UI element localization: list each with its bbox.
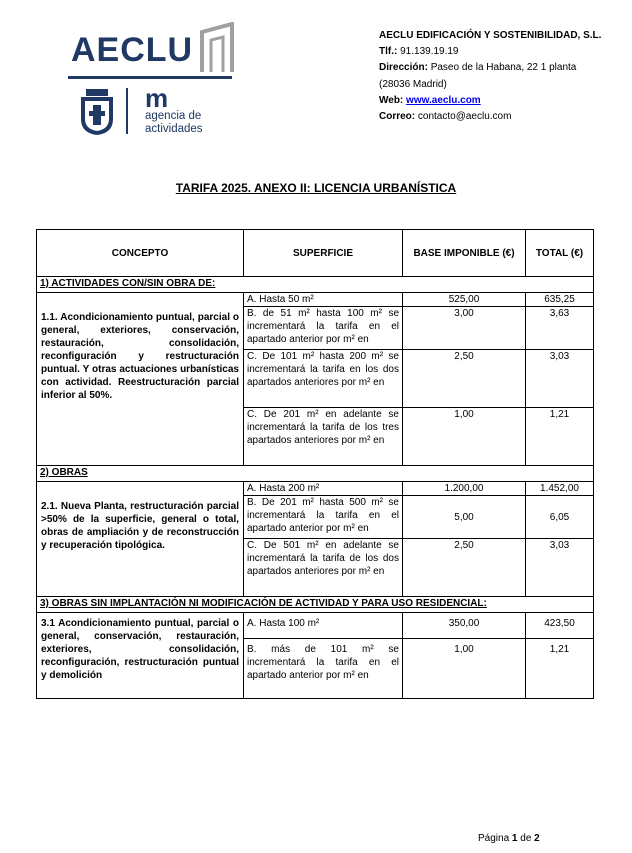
company-name: AECLU EDIFICACIÓN Y SOSTENIBILIDAD, S.L.	[379, 30, 602, 41]
superficie-cell: C. De 501 m² en adelante se incrementará la tarifa de los dos apartados anteriores por m² en	[244, 539, 403, 597]
superficie-cell: C. De 201 m² en adelante se incrementará la tarifa de los tres apartados anteriores por m² en	[244, 408, 403, 466]
email-label: Correo:	[379, 111, 416, 123]
superficie-cell: C. De 101 m² hasta 200 m² se incrementará la tarifa en los dos apartados anteriores por m² en	[244, 350, 403, 408]
page-total: 2	[534, 833, 540, 844]
email-value: contacto@aeclu.com	[417, 111, 512, 123]
superficie-cell: A. Hasta 100 m²	[244, 613, 403, 639]
page-of: de	[520, 833, 532, 844]
concept-cell: 2.1. Nueva Planta, restructuración parcial >50% de la superficie, general o total, obras de ampliación y de reconstrucción y recuperación tipológica.	[37, 482, 244, 597]
page-title: TARIFA 2025. ANEXO II: LICENCIA URBANÍSTICA	[175, 181, 457, 195]
logo-underline	[68, 76, 232, 79]
logo-arch-icon	[199, 22, 235, 72]
superficie-cell: B. más de 101 m² se incrementará la tarifa en el apartado anterior por m² en	[244, 639, 403, 699]
agency-line1: agencia de	[145, 110, 202, 122]
tel-value: 91.139.19.19	[400, 46, 459, 58]
base-cell: 2,50	[403, 539, 526, 597]
address-line2: (28036 Madrid)	[379, 78, 447, 90]
total-cell: 6,05	[526, 496, 594, 539]
total-cell: 3,03	[526, 350, 594, 408]
base-cell: 1.200,00	[403, 482, 526, 496]
header-base: BASE IMPONIBLE (€)	[403, 230, 526, 277]
section-title: 1) ACTIVIDADES CON/SIN OBRA DE:	[37, 277, 594, 293]
header-superficie: SUPERFICIE	[244, 230, 403, 277]
total-cell: 635,25	[526, 293, 594, 307]
superficie-cell: B. de 51 m² hasta 100 m² se incrementará la tarifa en el apartado anterior por m² en	[244, 307, 403, 350]
page-number	[478, 833, 540, 844]
address-label: Dirección:	[379, 62, 428, 74]
base-cell: 1,00	[403, 639, 526, 699]
total-cell: 1,21	[526, 639, 594, 699]
header-concepto: CONCEPTO	[37, 230, 244, 277]
logo-divider	[126, 88, 128, 134]
page-label: Página	[478, 833, 510, 844]
section-title: 3) OBRAS SIN IMPLANTACIÓN NI MODIFICACIÓN DE ACTIVIDAD Y PARA USO RESIDENCIAL:	[37, 597, 594, 613]
total-cell: 3,63	[526, 307, 594, 350]
base-cell: 2,50	[403, 350, 526, 408]
superficie-cell: B. De 201 m² hasta 500 m² se incrementará la tarifa en el apartado anterior por m² en	[244, 496, 403, 539]
superficie-cell: A. Hasta 200 m²	[244, 482, 403, 496]
section-title: 2) OBRAS	[37, 466, 594, 482]
base-cell: 350,00	[403, 613, 526, 639]
base-cell: 525,00	[403, 293, 526, 307]
web-label: Web:	[379, 94, 404, 106]
total-cell: 1,21	[526, 408, 594, 466]
base-cell: 1,00	[403, 408, 526, 466]
web-link[interactable]: www.aeclu.com	[406, 94, 481, 106]
total-cell: 423,50	[526, 613, 594, 639]
tariff-table	[36, 229, 594, 699]
superficie-cell: A. Hasta 50 m²	[244, 293, 403, 307]
logo-text: AECLU	[71, 31, 194, 69]
header-total: TOTAL (€)	[526, 230, 594, 277]
base-cell: 5,00	[403, 496, 526, 539]
total-cell: 3,03	[526, 539, 594, 597]
aeclu-logo	[68, 22, 238, 142]
agency-line2: actividades	[145, 123, 203, 135]
company-info	[379, 28, 601, 125]
total-cell: 1.452,00	[526, 482, 594, 496]
concept-cell: 1.1. Acondicionamiento puntual, parcial o general, exteriores, conservación, restauración, consolidación, reconfiguración y restructuración puntual. Y otras actuaciones urbanísticas con actividad. Reestructuración parcial inferior al 50%.	[37, 293, 244, 466]
agency-name	[145, 110, 203, 136]
address-line1: Paseo de la Habana, 22 1 planta	[430, 62, 577, 74]
madrid-shield-icon	[80, 89, 114, 135]
tel-label: Tlf.:	[379, 46, 398, 58]
agency-letter: m	[145, 83, 169, 113]
concept-cell: 3.1 Acondicionamiento puntual, parcial o general, conservación, restauración, exteriores, consolidación, reconfiguración, restructuración puntual y demolición	[37, 613, 244, 699]
table-header-row	[37, 230, 594, 277]
page-current: 1	[511, 833, 518, 844]
base-cell: 3,00	[403, 307, 526, 350]
